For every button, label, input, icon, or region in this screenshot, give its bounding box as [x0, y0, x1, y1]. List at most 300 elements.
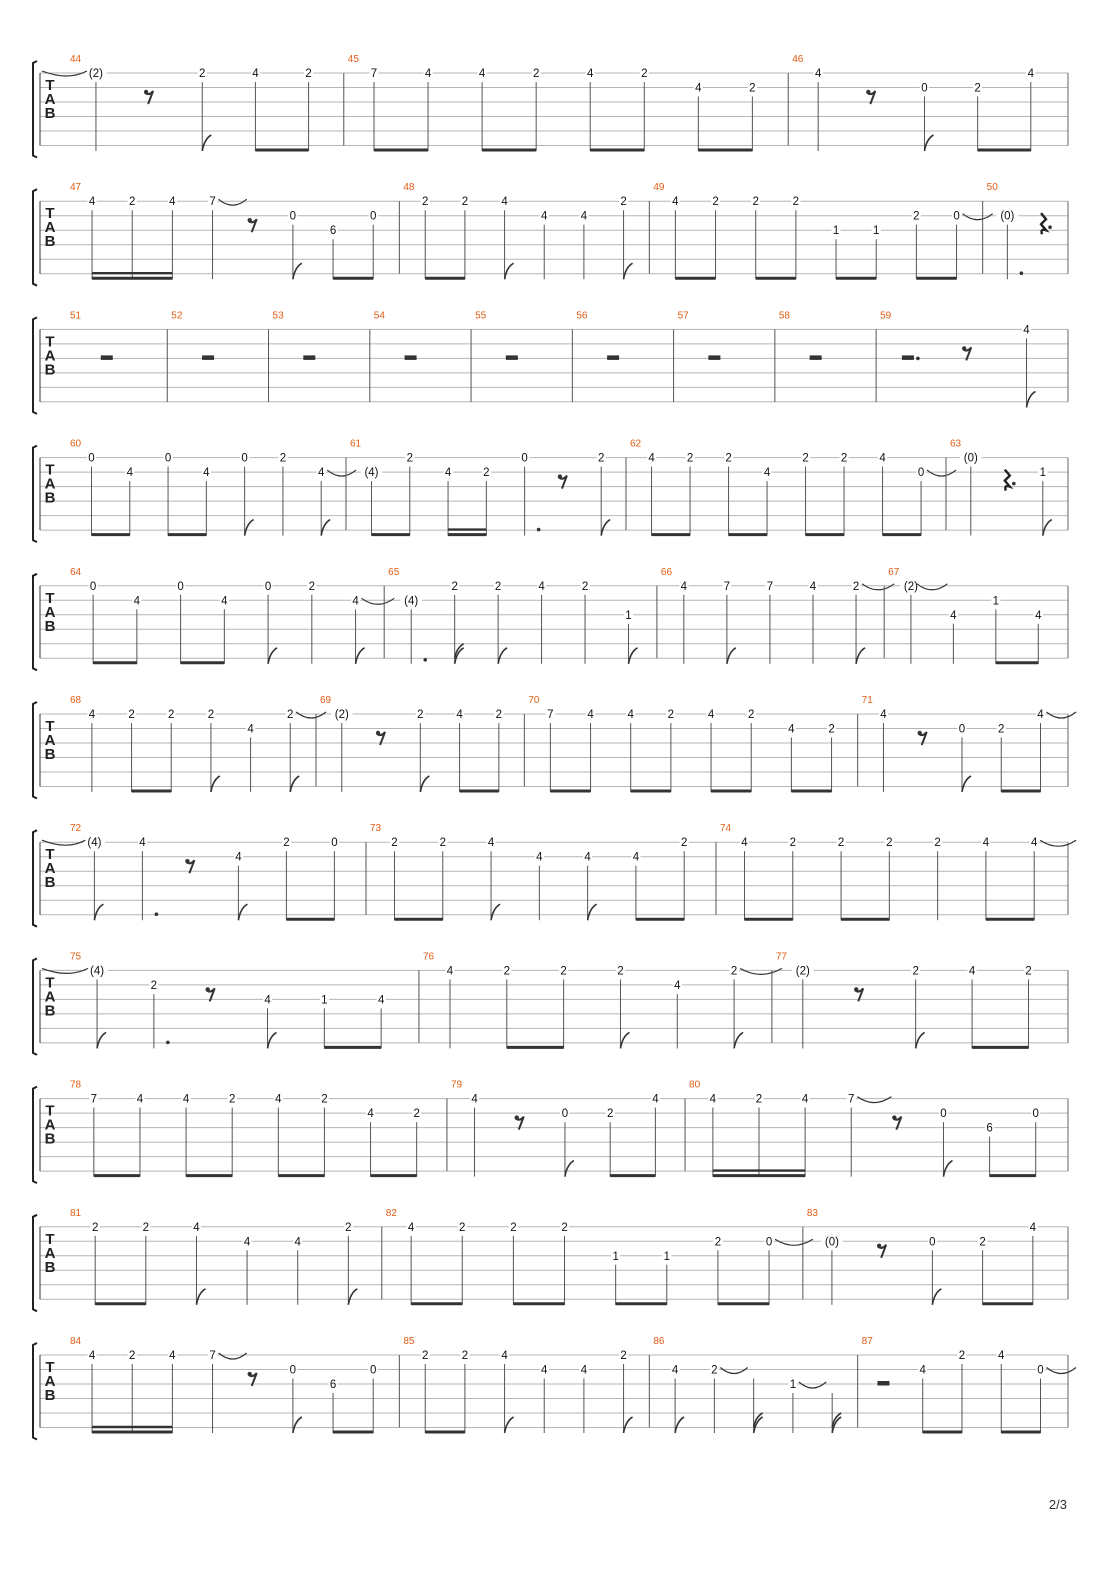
fret-number: 2 — [510, 1221, 517, 1234]
note — [960, 452, 982, 536]
note — [1030, 836, 1076, 920]
staff-system — [33, 54, 1068, 158]
measure — [269, 310, 316, 402]
note — [814, 67, 823, 151]
fret-number: (4) — [364, 467, 379, 480]
measure-number: 79 — [450, 1079, 463, 1091]
fret-number: 2 — [561, 1221, 568, 1234]
measure-number: 65 — [388, 566, 400, 578]
note-flag — [734, 1032, 743, 1048]
fret-number: 4 — [235, 851, 242, 864]
system-bracket — [33, 1215, 37, 1312]
fret-number: 4 — [444, 467, 452, 480]
note — [274, 1093, 283, 1177]
fret-number: 2 — [641, 68, 648, 80]
fret-number: 7 — [848, 1093, 855, 1106]
fret-number: 2 — [532, 68, 540, 80]
eighth-rest-dot — [376, 731, 380, 735]
measure-number: 61 — [350, 438, 362, 450]
measure-number: 48 — [403, 182, 415, 194]
tie — [775, 1239, 813, 1245]
note — [307, 580, 316, 664]
note — [626, 708, 635, 792]
measure — [775, 310, 822, 402]
fret-number: 0 — [561, 1108, 569, 1121]
measure-number: 85 — [403, 1336, 415, 1347]
note — [839, 452, 848, 536]
tab-clef-letter: A — [44, 988, 56, 1006]
note — [754, 1379, 763, 1434]
measure-number: 72 — [70, 823, 82, 835]
note-flag — [196, 1289, 205, 1305]
fret-number: 4 — [126, 467, 133, 480]
fret-number: (4) — [404, 595, 419, 608]
fret-number: 2 — [228, 1093, 236, 1106]
tie — [720, 1368, 747, 1374]
fret-number: 0 — [89, 580, 97, 593]
fret-number: 4 — [133, 595, 141, 608]
dot — [166, 1041, 170, 1045]
tab-clef-letter: A — [44, 732, 56, 749]
measure-number: 52 — [171, 310, 183, 322]
fret-number: 4 — [252, 68, 259, 80]
fret-number: 2 — [620, 1350, 627, 1362]
tie — [1047, 1368, 1076, 1374]
eighth-rest-dot — [877, 1244, 881, 1248]
staff-system — [33, 1336, 1076, 1440]
fret-number: 1 — [625, 609, 632, 622]
fret-number: 2 — [142, 1221, 150, 1234]
fret-number: 2 — [913, 210, 920, 223]
note — [455, 708, 464, 792]
eighth-rest-dot — [892, 1115, 896, 1119]
fret-number: (2) — [88, 68, 103, 80]
measure — [471, 310, 518, 402]
page-number: 2/3 — [1048, 1497, 1067, 1512]
fret-number: 2 — [789, 837, 796, 850]
fret-number: 7 — [766, 580, 774, 593]
note — [500, 1349, 514, 1433]
fret-number: 7 — [723, 580, 731, 593]
note — [788, 836, 797, 920]
note — [240, 452, 254, 536]
fret-number: 2 — [711, 1364, 718, 1377]
staff-system — [33, 695, 1076, 799]
dot — [1020, 271, 1024, 275]
measure — [983, 182, 1052, 279]
fret-number: 4 — [247, 723, 254, 736]
fret-number: 0 — [88, 452, 95, 465]
measure-number: 60 — [70, 438, 82, 450]
fret-number: 4 — [580, 210, 588, 223]
tie — [857, 1097, 891, 1103]
note-flag — [97, 1032, 106, 1048]
fret-number: 1 — [789, 1379, 797, 1391]
note — [847, 1093, 892, 1177]
fret-number: 2 — [680, 837, 688, 850]
half-rest-icon — [303, 355, 315, 360]
note — [740, 836, 749, 920]
note — [1026, 67, 1035, 151]
tie — [1040, 840, 1076, 846]
note — [486, 836, 500, 920]
fret-number: 2 — [912, 965, 919, 978]
fret-number: 0 — [521, 452, 528, 465]
half-rest-icon — [708, 355, 720, 360]
note-flag — [321, 520, 330, 536]
fret-number: 1 — [832, 225, 840, 238]
fret-number: 4 — [456, 709, 463, 721]
fret-number: 4 — [193, 1221, 200, 1234]
fret-number: 4 — [538, 580, 545, 593]
system-bracket — [33, 1087, 37, 1184]
note — [450, 580, 464, 664]
fret-number: 2 — [461, 196, 469, 209]
tab-clef-letter: T — [45, 1230, 55, 1248]
measure-number: 78 — [70, 1079, 82, 1091]
eighth-rest-dot — [866, 90, 870, 94]
measure — [572, 310, 619, 402]
tab-clef-letter: T — [45, 589, 55, 607]
note-flag — [962, 776, 971, 792]
note — [458, 1221, 467, 1305]
tab-clef-letter: A — [44, 219, 56, 237]
measure-number: 70 — [528, 695, 540, 706]
note-flag — [1043, 520, 1052, 536]
note — [619, 195, 633, 279]
note — [911, 964, 925, 1048]
fret-number: 7 — [90, 1093, 98, 1106]
tab-clef-letter: T — [45, 1102, 55, 1120]
note — [662, 1250, 671, 1305]
note — [711, 195, 720, 279]
fret-number: 2 — [283, 837, 290, 850]
staff-system — [33, 182, 1068, 286]
rest — [1005, 470, 1016, 491]
note — [651, 1093, 660, 1177]
measure-number: 82 — [385, 1207, 397, 1219]
note — [851, 580, 894, 664]
tab-clef-letter: B — [44, 874, 56, 892]
fret-number: 2 — [413, 1108, 420, 1121]
note — [801, 1093, 810, 1177]
measure-number: 81 — [70, 1207, 82, 1219]
system-bracket — [33, 317, 37, 414]
fret-number: 4 — [471, 1093, 478, 1106]
note-flag — [620, 1032, 629, 1048]
fret-number: 2 — [495, 709, 503, 721]
fret-number: 7 — [547, 709, 554, 721]
tab-clef-letter: T — [45, 77, 55, 94]
note — [967, 964, 976, 1048]
tab-clef-letter: B — [44, 1258, 56, 1276]
fret-number: 2 — [417, 709, 424, 721]
note — [251, 67, 260, 151]
fret-number: 4 — [648, 452, 655, 465]
tie — [362, 598, 395, 604]
note — [87, 708, 96, 792]
note — [168, 1349, 177, 1433]
measure-number: 64 — [70, 566, 82, 578]
measure-number: 53 — [272, 310, 284, 322]
fret-number: 0 — [331, 837, 338, 850]
note — [127, 708, 136, 792]
rest — [405, 355, 417, 360]
fret-number: 2 — [128, 709, 135, 721]
fret-number: 2 — [459, 1221, 466, 1234]
measure-number: 83 — [806, 1207, 818, 1219]
note — [1034, 609, 1043, 664]
fret-number: 2 — [308, 580, 316, 593]
note-flag — [943, 1161, 952, 1177]
tab-clef-letter: B — [44, 1387, 56, 1404]
tab-clef-letter: B — [44, 361, 56, 379]
note — [722, 580, 736, 664]
note — [286, 708, 326, 792]
fret-number: 2 — [494, 580, 502, 593]
note — [560, 1221, 569, 1305]
fret-number: 2 — [483, 467, 490, 480]
note — [168, 195, 177, 279]
tie — [927, 470, 956, 476]
tab-clef-letter: A — [44, 860, 56, 878]
note — [949, 609, 958, 664]
tie — [1047, 712, 1076, 718]
measure-number: 63 — [950, 438, 962, 450]
tab-clef-letter: B — [44, 489, 56, 507]
fret-number: 2 — [560, 965, 567, 978]
measure — [674, 310, 721, 402]
rest — [1041, 213, 1052, 234]
measure-number: 57 — [677, 310, 689, 322]
note — [423, 67, 432, 151]
note — [192, 1221, 206, 1305]
fret-number: 4 — [169, 1350, 176, 1362]
note — [1036, 708, 1076, 792]
system-bracket — [33, 189, 37, 286]
note — [747, 708, 756, 792]
fret-number: 2 — [752, 196, 759, 209]
staff-system — [33, 823, 1076, 927]
note — [685, 452, 694, 536]
note — [624, 609, 638, 664]
fret-number: 4 — [968, 965, 976, 978]
fret-number: 4 — [1030, 837, 1038, 850]
fret-number: 1 — [1039, 467, 1047, 480]
measure-number: 51 — [70, 310, 82, 322]
note — [546, 708, 555, 792]
fret-number: 2 — [461, 1350, 469, 1362]
note — [611, 1250, 620, 1305]
note — [167, 708, 176, 792]
tab-clef-letter: T — [45, 974, 55, 992]
fret-number: (2) — [903, 580, 918, 593]
note-flag — [293, 263, 302, 279]
fret-number: 0 — [370, 210, 377, 223]
fret-number: 2 — [150, 979, 158, 992]
fret-number: (2) — [795, 965, 810, 978]
note — [460, 1349, 469, 1433]
measure-number: 54 — [373, 310, 385, 322]
fret-number: 4 — [788, 723, 795, 736]
note-flag — [202, 135, 211, 151]
note-flag — [932, 1289, 941, 1305]
fret-number: 2 — [279, 452, 287, 465]
measure-number: 46 — [792, 54, 804, 65]
note — [421, 1349, 430, 1433]
tie — [219, 199, 247, 205]
tie — [799, 1382, 826, 1388]
note — [500, 195, 514, 279]
quarter-rest-icon — [1041, 213, 1046, 234]
note — [135, 1093, 144, 1177]
note — [369, 67, 378, 151]
half-rest-icon — [877, 1381, 889, 1386]
tie — [296, 712, 326, 718]
fret-number: 2 — [792, 196, 800, 209]
note — [981, 836, 990, 920]
eighth-rest-dot — [205, 987, 209, 991]
fret-number: 2 — [828, 723, 835, 736]
fret-number: 0 — [1032, 1108, 1039, 1121]
fret-number: 4 — [203, 467, 210, 480]
fret-number: 4 — [809, 580, 817, 593]
fret-number: 2 — [974, 82, 981, 95]
note-flag — [588, 904, 597, 920]
fret-number: 0 — [289, 1364, 297, 1377]
note — [580, 580, 589, 664]
tab-clef-letter: B — [44, 1002, 56, 1020]
fret-number: 2 — [439, 837, 446, 850]
staff-system — [33, 1208, 1068, 1312]
fret-number: 4 — [707, 709, 715, 721]
fret-number: 2 — [168, 709, 175, 721]
note — [377, 993, 386, 1048]
measure-number: 69 — [320, 695, 332, 706]
fret-number: (0) — [963, 452, 978, 465]
note — [730, 964, 782, 1048]
fret-number: 2 — [422, 196, 429, 209]
fret-number: 4 — [627, 709, 634, 721]
note — [836, 836, 845, 920]
note — [520, 452, 540, 536]
note — [509, 1221, 518, 1305]
note — [330, 836, 339, 920]
note-flag — [293, 1417, 302, 1433]
measure-number: 73 — [370, 823, 382, 835]
note-flag — [245, 520, 254, 536]
note — [559, 964, 568, 1048]
tab-clef-letter: A — [44, 1244, 56, 1262]
tab-clef-letter: B — [44, 1130, 56, 1148]
fret-number: 0 — [164, 452, 172, 465]
half-rest-icon — [202, 355, 214, 360]
fret-number: 2 — [840, 452, 848, 465]
eighth-rest-dot — [558, 474, 562, 478]
fret-number: 4 — [221, 595, 228, 608]
measure-number: 58 — [778, 310, 790, 322]
fret-number: 4 — [487, 837, 495, 850]
fret-number: 0 — [921, 82, 928, 95]
rest — [708, 355, 720, 360]
fret-number: 2 — [748, 709, 755, 721]
note — [176, 580, 185, 664]
note — [263, 993, 277, 1048]
dot — [916, 357, 920, 361]
note-flag — [727, 648, 736, 664]
fret-number: 2 — [345, 1221, 352, 1234]
fret-number: 2 — [287, 709, 294, 721]
fret-number: 4 — [294, 1236, 301, 1249]
note — [87, 452, 96, 536]
eighth-rest-dot — [918, 731, 922, 735]
note — [1028, 1221, 1037, 1305]
note — [619, 1349, 633, 1433]
note — [494, 708, 503, 792]
tab-clef-letter: A — [44, 91, 56, 108]
fret-number: 2 — [391, 837, 398, 850]
system-bracket — [33, 702, 37, 799]
staff-system — [33, 567, 1068, 671]
note-flag — [832, 1417, 841, 1433]
note — [282, 836, 291, 920]
fret-number: 2 — [755, 1093, 763, 1106]
fret-number: 2 — [730, 965, 738, 978]
measure-number: 68 — [70, 695, 82, 706]
note-flag — [498, 648, 507, 664]
fret-number: 2 — [620, 196, 627, 209]
note — [328, 1378, 337, 1433]
note — [532, 67, 541, 151]
note — [765, 580, 774, 664]
fret-number: 7 — [209, 196, 216, 209]
note — [666, 708, 675, 792]
measure-number: 50 — [986, 182, 998, 194]
note — [616, 964, 630, 1048]
tab-clef-letter: B — [44, 233, 56, 251]
fret-number: 0 — [370, 1364, 377, 1377]
fret-number: 4 — [536, 851, 543, 864]
note-flag — [916, 1032, 925, 1048]
note — [900, 580, 947, 664]
fret-number: 0 — [264, 580, 272, 593]
note — [445, 964, 454, 1048]
note — [680, 836, 689, 920]
fret-number: 4 — [139, 837, 146, 850]
note — [878, 452, 887, 536]
fret-number: 1 — [612, 1250, 619, 1263]
fret-number: 0 — [1037, 1364, 1044, 1377]
note — [89, 580, 98, 664]
note — [706, 708, 715, 792]
note-flag — [1026, 391, 1035, 407]
dot — [1048, 225, 1052, 229]
fret-number: 4 — [1029, 1221, 1037, 1234]
fret-number: (0) — [824, 1236, 839, 1249]
note-flag — [856, 648, 865, 664]
fret-number: 2 — [802, 452, 809, 465]
fret-number: 2 — [725, 452, 732, 465]
rest — [506, 355, 518, 360]
tab-clef-letter: B — [44, 617, 56, 635]
note — [957, 1349, 966, 1433]
fret-number: 2 — [503, 965, 511, 978]
rest — [101, 355, 113, 360]
note — [586, 708, 595, 792]
note — [872, 224, 881, 279]
note — [198, 67, 212, 151]
note — [537, 580, 546, 664]
